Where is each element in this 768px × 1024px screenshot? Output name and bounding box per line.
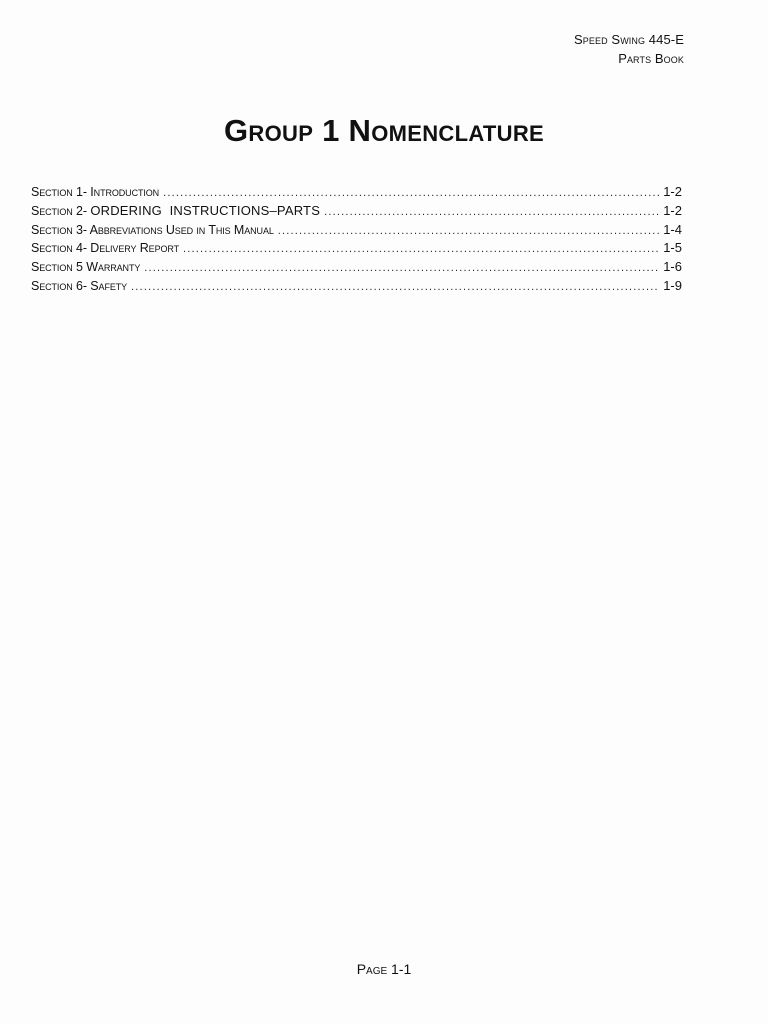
dot-leader <box>278 225 659 237</box>
dot-leader <box>144 262 659 274</box>
header-manual-title: Speed Swing 445-E <box>574 32 684 47</box>
toc-entry-section-2[interactable] <box>31 203 682 222</box>
toc-entry-section-5[interactable] <box>31 259 682 278</box>
toc-entry-section-4[interactable] <box>31 240 682 259</box>
dot-leader <box>163 187 659 199</box>
toc-entry-page: 1-2 <box>663 202 682 218</box>
page-title: Group 1 Nomenclature <box>224 113 544 148</box>
dot-leader <box>131 281 659 293</box>
toc-entry-page: 1-2 <box>663 184 682 199</box>
toc-entry-section-1[interactable] <box>31 184 682 203</box>
toc-entry-label: Section 3- Abbreviations Used in This Manual <box>31 222 274 237</box>
toc-entry-label <box>31 203 320 218</box>
running-header <box>574 30 684 68</box>
toc-entry-label: Section 4- Delivery Report <box>31 241 180 256</box>
toc-entry-page: 1-9 <box>663 277 682 293</box>
dot-leader <box>324 206 659 218</box>
toc-entry-section-6[interactable] <box>31 278 682 297</box>
toc-entry-label-caps: ORDERING INSTRUCTIONS–PARTS <box>90 202 321 218</box>
toc-entry-label-prefix: Section 2- <box>31 203 91 218</box>
toc-entry-label: Section 5 Warranty <box>31 260 141 275</box>
dot-leader <box>183 243 659 255</box>
table-of-contents <box>31 184 682 297</box>
toc-entry-label: Section 1- Introduction <box>31 185 160 199</box>
toc-entry-section-3[interactable] <box>31 222 682 241</box>
toc-entry-label: Section 6- Safety <box>31 278 128 293</box>
page-number: Page 1-1 <box>356 961 412 977</box>
toc-entry-page: 1-4 <box>663 221 682 237</box>
toc-entry-page: 1-5 <box>663 240 682 256</box>
header-book-name: Parts Book <box>618 51 684 66</box>
toc-entry-page: 1-6 <box>663 259 682 275</box>
